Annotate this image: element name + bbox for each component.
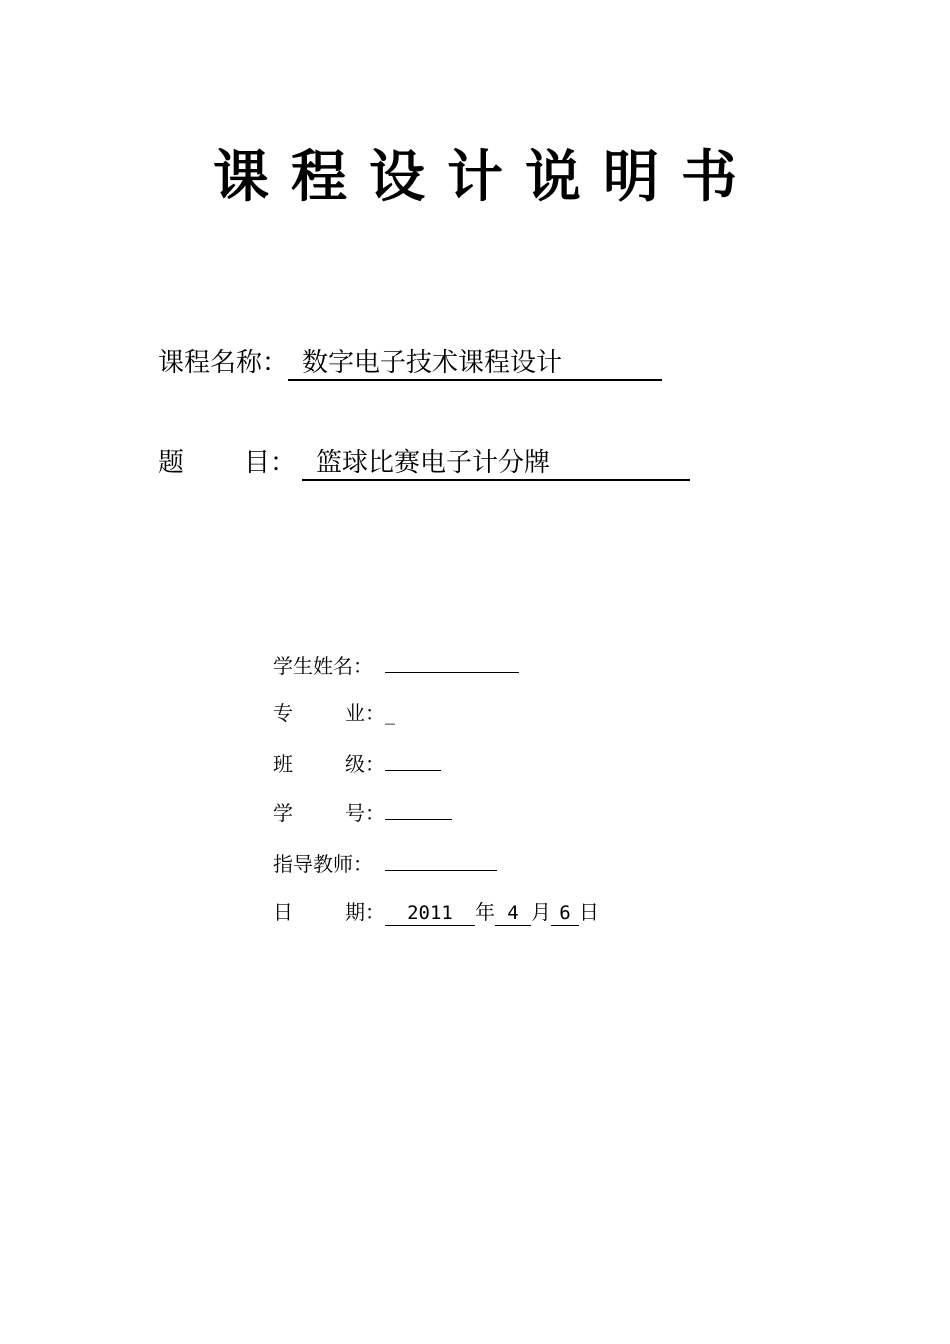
student-name-blank	[385, 650, 519, 673]
date-month: 4	[495, 901, 531, 926]
topic-row	[158, 445, 690, 481]
date-row	[273, 898, 599, 926]
document-title: 课程设计说明书	[213, 145, 759, 210]
course-name-label: 课程名称：	[158, 348, 289, 378]
student-name-label: 学生姓名：	[273, 654, 373, 678]
student-id-label: 学 号：	[273, 801, 385, 825]
date-year: 2011	[385, 901, 475, 926]
advisor-row	[273, 848, 497, 878]
student-id-blank	[385, 797, 452, 820]
date-month-unit: 月	[531, 900, 551, 924]
date-day: 6	[551, 901, 579, 926]
major-label: 专 业：	[273, 701, 385, 725]
student-name-row	[273, 650, 519, 680]
topic-value: 篮球比赛电子计分牌	[302, 447, 690, 481]
date-label: 日 期：	[273, 900, 385, 924]
topic-label: 题 目：	[158, 448, 297, 478]
date-day-unit: 日	[579, 900, 599, 924]
advisor-blank	[385, 848, 497, 871]
class-row	[273, 748, 441, 778]
student-id-row	[273, 797, 452, 827]
course-name-row	[158, 345, 662, 381]
major-value: _	[385, 701, 395, 725]
date-year-unit: 年	[475, 900, 495, 924]
major-row	[273, 699, 395, 727]
class-blank	[385, 748, 441, 771]
class-label: 班 级：	[273, 752, 385, 776]
course-name-value: 数字电子技术课程设计	[288, 347, 662, 381]
advisor-label: 指导教师：	[273, 852, 373, 876]
